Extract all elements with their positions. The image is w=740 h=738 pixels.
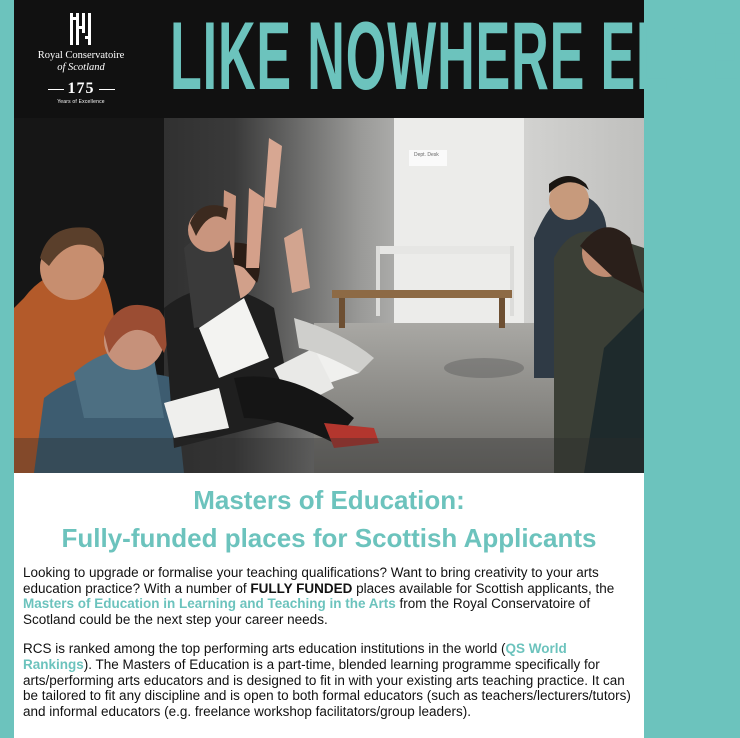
masters-programme-link[interactable]: Masters of Education in Learning and Teaching in the Arts <box>23 596 396 612</box>
intro-text-1: Looking to upgrade or formalise your teaching qualifications? Want to bring creativity to your arts education practice? With a number of <box>23 565 599 596</box>
rankings-paragraph <box>23 641 636 719</box>
content-section <box>14 473 644 738</box>
logo-name-line1: Royal Conservatoire <box>37 50 125 61</box>
logo-tagline: Years of Excellence <box>57 99 105 105</box>
fully-funded-emphasis: FULLY FUNDED <box>250 580 353 596</box>
rcs-logo[interactable] <box>26 12 136 108</box>
email-frame <box>14 0 740 738</box>
header-banner <box>14 0 740 118</box>
wall-sign: Dept. Desk <box>414 152 439 158</box>
rcs-monogram-icon <box>69 12 93 46</box>
intro-text-3: from the Royal Conservatoire of Scotland could be the next step your career needs. <box>23 596 591 627</box>
banner-title: LIKE NOWHERE ELSE <box>170 3 740 111</box>
rankings-text-1: RCS is ranked among the top performing arts education institutions in the world ( <box>23 641 506 657</box>
classroom-photo-image <box>14 118 644 473</box>
intro-text-2: places available for Scottish applicants, the <box>352 580 615 596</box>
logo-name-line2: of Scotland <box>57 62 105 73</box>
rankings-text-2: ). The Masters of Education is a part-time, blended learning programme specifically for arts/performing arts educators and is designed to fit in with your existing arts teaching practice. It can be tailored to fit any discipline and is open to both formal educators (such as teachers/lecturers/tutors) and informal educators (e.g. freelance workshop facilitators/group leaders). <box>23 656 631 719</box>
heading-line1: Masters of Education: <box>193 485 465 515</box>
intro-paragraph <box>23 565 636 627</box>
logo-anniversary: 175 <box>67 80 95 97</box>
hero-photo[interactable] <box>14 118 644 473</box>
qs-world-rankings-link[interactable]: QS World Rankings <box>23 641 567 672</box>
section-heading <box>14 481 644 557</box>
heading-line2: Fully-funded places for Scottish Applicants <box>61 523 597 553</box>
